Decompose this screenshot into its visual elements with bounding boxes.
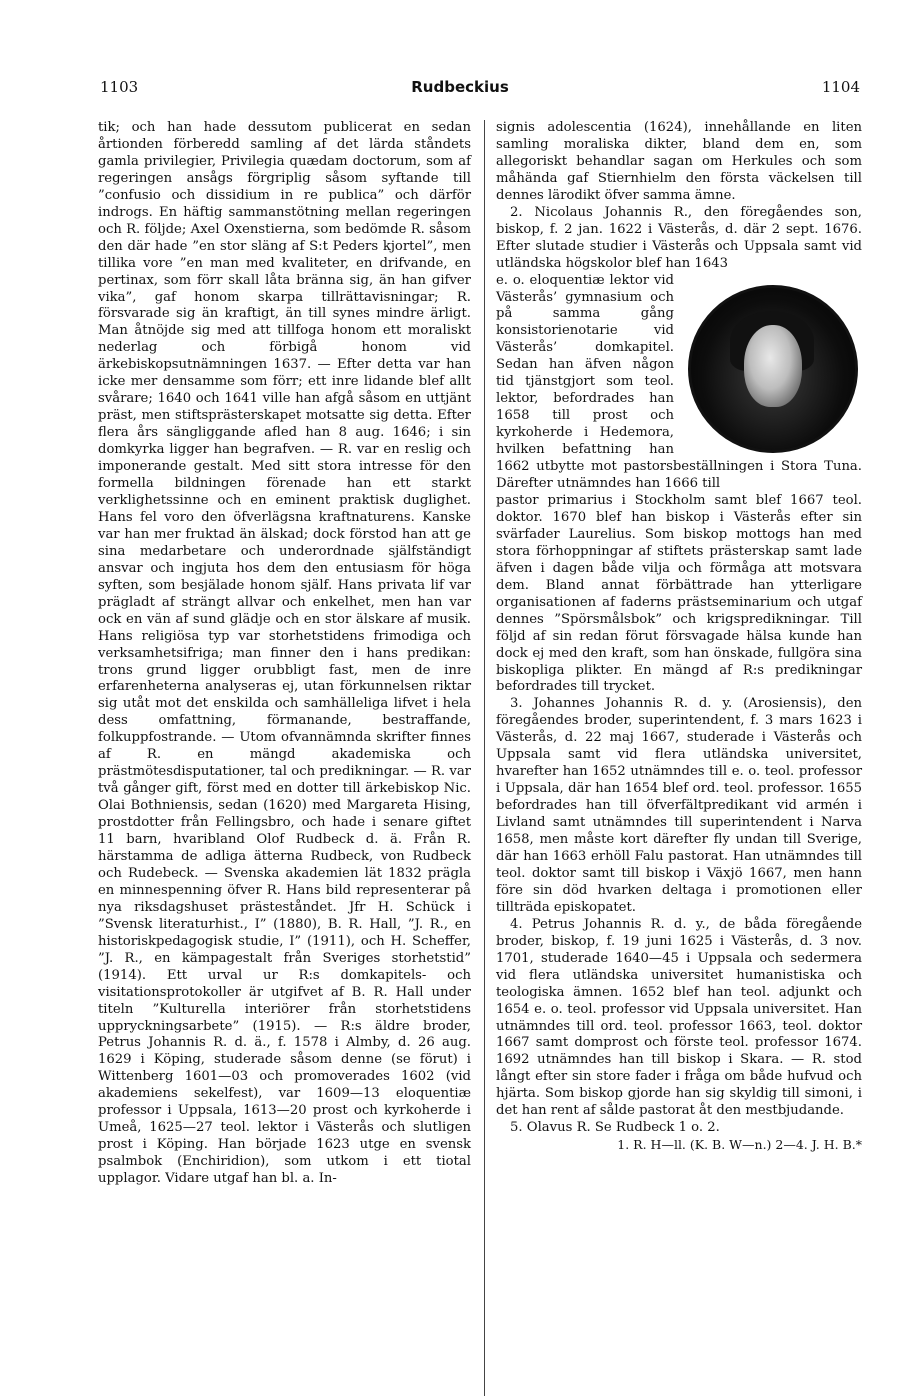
entry-2-rest: pastor primarius i Stockholm samt blef 1667 teol. doktor. 1670 blef han biskop i Västerås efter sin svärfader Laurelius. Som biskop mottogs han med stora förhoppningar af stiftets prästerskap samt lade äfven i dagen både vilja och förmåga att motsvara dem. Bland annat förbättrade han ytterligare organisationen af faderns prästseminarium och utgaf dennes ”Spörsmålsbok” och krigspredikningar. Till följd af sin redan förut försvagade hälsa kunde han dock ej med den kraft, som han önskade, fullgöra sina biskopliga plikter. En mängd af R:s predikningar befordrades till trycket. xyxy=(496,492,862,695)
article-continuation: signis adolescentia (1624), innehållande en liten samling moraliska dikter, bland dem en, som allegoriskt behandlar sagan om Herkules och som måhända gaf Stiernhielm den första väckelsen till dennes lärodikt öfver samma ämne. xyxy=(496,120,862,203)
entry-5: 5. Olavus R. Se Rudbeck 1 o. 2. xyxy=(510,1120,720,1136)
left-column xyxy=(98,120,471,1188)
page-number-right: 1104 xyxy=(821,78,860,96)
portrait-face xyxy=(744,325,802,407)
left-column-text: tik; och han hade dessutom publicerat en sedan årtionden förberedd samling af det lärda ståndets gamla privilegier, Privilegia quædam doctorum, som af regeringen ansågs förgriplig såsom syftande till ”confusio och dissidium in re publica” och därför indrogs. En häftig sammanstötning mellan regeringen och R. följde; Axel Oxenstierna, som bedömde R. såsom den där hade ”en stor släng af S:t Peders kjortel”, men tillika vore ”en man med kvaliteter, en drifvande, en pertinax, som förr skall låta bränna sig, än han gifver vika”, gaf honom skarpa tillrättavisningar; R. försvarade sig än kraftigt, än till synes mindre ärligt. Man åtnöjde sig med att tillfoga honom ett moraliskt nederlag och förbigå honom vid ärkebiskopsutnämningen 1637. — Efter detta var han icke mer densamme som förr; ett inre lidande blef allt svårare; 1640 och 1641 ville han afgå såsom en uttjänt präst, men stiftsprästerskapet motsatte sig detta. Efter flera års sängliggande afled han 8 aug. 1646; i sin domkyrka ligger han begrafven. — R. var en reslig och imponerande gestalt. Med sitt stora intresse för den formella bildningen förenade han ett starkt verklighetssinne och en eminent praktisk duglighet. Hans fel voro den öfverlägsna kraftnaturens. Kanske var han mer fruktad än älskad; dock förstod han att ge sina medarbetare och underordnade själfständigt ansvar och ingjuta hos dem den entusiasm för höga syften, som besjälade honom själf. Hans privata lif var prägladt af strängt allvar och enkelhet, men han var ock en vän af sund glädje och en stor älskare af musik. Hans religiösa typ var storhetstidens frimodiga och verksamhetsifriga; man finner den i hans predikan: trons grund ligger orubbligt fast, men de inre erfarenheterna analyseras ej, utan förkunnelsen riktar sig utåt mot det enskilda och samhälleliga lifvet i hela dess omfattning, förmanande, bestraffande, folkuppfostrande. — Utom ofvannämnda skrifter finnes af R. en mängd akademiska och prästmötesdisputationer, tal och predikningar. — R. var två gånger gift, först med en dotter till ärkebiskop Nic. Olai Bothniensis, sedan (1620) med Margareta Hising, prostdotter från Fellingsbro, och hade i senare giftet 11 barn, hvaribland Olof Rudbeck d. ä. Från R. härstamma de adliga ätterna Rudbeck, von Rudbeck och Rudebeck. — Svenska akademien lät 1832 prägla en minnespenning öfver R. Hans bild representerar på nya riksdagshuset prästeståndet. Jfr H. Schück i ”Svensk literaturhist., I” (1880), B. R. Hall, ”J. R., en historiskpedagogisk studie, I” (1911), och H. Scheffer, ”J. R., en kämpagestalt från Sveriges storhetstid” (1914). Ett urval ur R:s domkapitels- och visitationsprotokoller är utgifvet af B. R. Hall under titeln ”Kulturella interiörer från storhetstidens uppryckningsarbete” (1915). — R:s äldre broder, Petrus Johannis R. d. ä., f. 1578 i Almby, d. 26 aug. 1629 i Köping, studerade såsom denne (se förut) i Wittenberg 1601—03 och promoverades 1602 (vid akademiens sekelfest), var 1609—13 eloquentiæ professor i Uppsala, 1613—20 prost och kyrkoherde i Umeå, 1625—27 teol. lektor i Västerås och slutligen prost i Köping. Han började 1623 utge en svensk psalmbok (Enchiridion), som utkom i ett tiotal upplagor. Vidare utgaf han bl. a. In- xyxy=(98,120,471,1187)
signature-footnote: 1. R. H—ll. (K. B. W—n.) 2—4. J. H. B.* xyxy=(617,1137,862,1153)
column-divider xyxy=(484,120,485,1396)
entry-4: 4. Petrus Johannis R. d. y., de båda föregående broder, biskop, f. 19 juni 1625 i Västerås, d. 3 nov. 1701, studerade 1640—45 i Uppsala och sedermera vid flera utländska universitet humanistiska och teologiska ämnen. 1652 blef han teol. adjunkt och 1654 e. o. teol. professor vid Uppsala universitet. Han utnämndes till ord. teol. professor 1663, teol. doktor 1667 samt domprost och förste teol. professor 1674. 1692 utnämndes han till biskop i Skara. — R. stod långt efter sin store fader i fråga om både hufvud och hjärta. Som biskop gjorde han sig skyldig till simoni, i det han rent af sålde pastorat åt den mestbjudande. xyxy=(496,916,862,1119)
entry-2-narrow-text: e. o. eloquentiæ lektor vid Västerås’ gymnasium och på samma gång konsistorienotarie vid Västerås’ domkapitel. Sedan han äfven någon tid tjänstgjort som teol. lektor, befordrades han 1658 till prost och kyrkoherde i Hedemora, hvilken befattning han 1662 utbytte mot pastorsbeställningen i Stora Tuna. Därefter utnämndes han 1666 till xyxy=(496,272,862,492)
entry-3: 3. Johannes Johannis R. d. y. (Arosiensis), den föregåendes broder, superintendent, f. 3 mars 1623 i Västerås, d. 22 maj 1667, studerade i Västerås och Uppsala samt vid flera utländska universitet, hvarefter han 1652 utnämndes till e. o. teol. professor i Uppsala, där han 1654 blef ord. teol. professor. 1655 befordrades han till öfverfältpredikant vid armén i Livland samt utnämndes till superintendent i Narva 1658, men måste kort därefter fly undan till Sverige, där han 1663 erhöll Falu pastorat. Han utnämndes till teol. doktor samt till biskop i Växjö 1667, men hann före sin död hvarken deltaga i promotionen eller tillträda episkopatet. xyxy=(496,696,862,915)
right-column xyxy=(496,120,862,1154)
page-number-left: 1103 xyxy=(100,78,139,96)
running-title: Rudbeckius xyxy=(411,78,509,96)
entry-2-lead: 2. Nicolaus Johannis R., den föregåendes son, biskop, f. 2 jan. 1622 i Västerås, d. där 2 sept. 1676. Efter slutade studier i Västerås och Uppsala samt vid utländska högskolor blef han 1643 xyxy=(496,204,862,271)
portrait-image xyxy=(684,285,866,453)
